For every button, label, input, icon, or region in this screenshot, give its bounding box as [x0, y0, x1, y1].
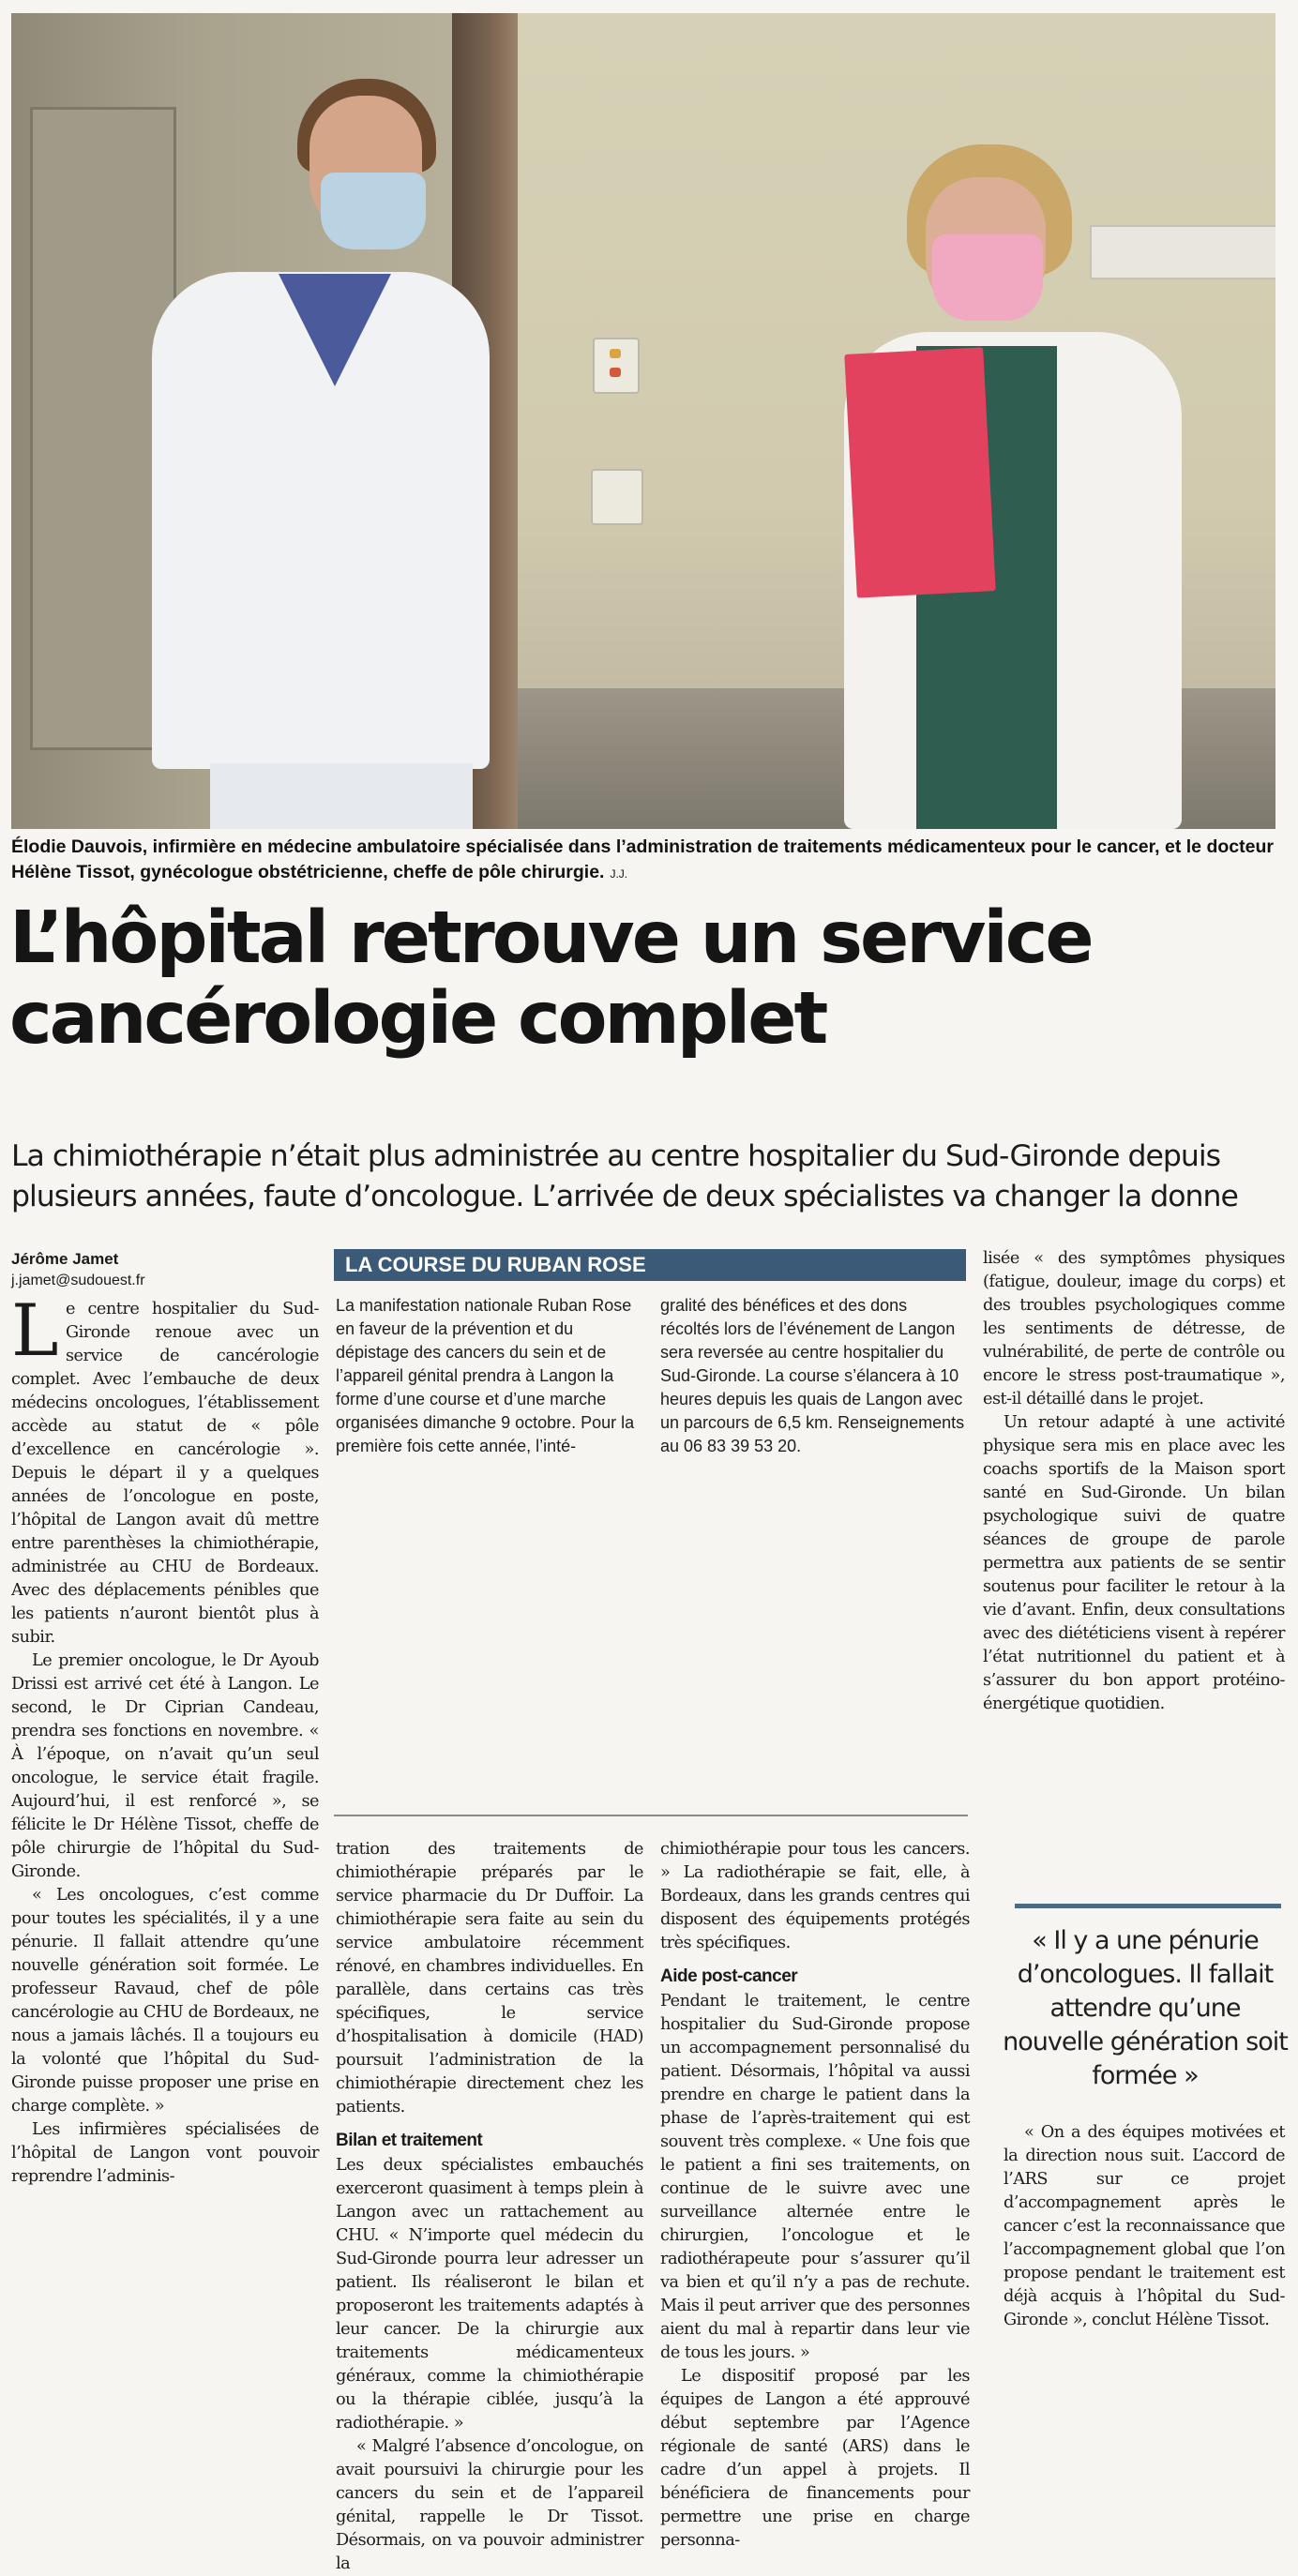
article-column-4-end: [1004, 2121, 1285, 2332]
author-name: Jérôme Jamet: [11, 1250, 119, 1268]
paragraph: Le dispositif proposé par les équipes de Langon a été approuvé début septembre par l’Agence régionale de santé (ARS) dans le cadre d’un appel à projets. Il bénéficiera de financements pour permettre une prise en charge personna-: [660, 2367, 970, 2550]
wall-light-switch: [593, 338, 640, 394]
nurse-pants: [210, 763, 473, 829]
sidebar-box-text-1: La manifestation nationale Ruban Rose en faveur de la prévention et du dépistage des cancers du sein et de l’appareil génital prendra à Langon la forme d’une course et d’une marche organisées dimanche 9 octobre. Pour la première fois cette année, l’inté-: [336, 1296, 635, 1455]
drop-cap: L: [11, 1288, 58, 1372]
deck: La chimiothérapie n’était plus administrée au centre hospitalier du Sud-Gironde depuis plusieurs années, faute d’oncologue. L’arrivée de deux spécialistes va changer la donne: [11, 1139, 1238, 1213]
article-column-2: [336, 1838, 643, 2576]
article-photo: [11, 13, 1275, 829]
paragraph: e centre hospitalier du Sud-Gironde renoue avec un service de cancérologie complet. Avec l’embauche de deux médecins oncologues, l’établissement accède au statut de « pôle d’excellence en cancérologie ». Depuis le départ il y a quelques années de l’oncologue en poste, l’hôpital de Langon avait dû mettre entre parenthèses la chimiothérapie, administrée au CHU de Bordeaux. Avec des déplacements pénibles que les patients n’auront bientôt plus à subir.: [11, 1300, 319, 1647]
paragraph: lisée « des symptômes physiques (fatigue, douleur, image du corps) et des troubles psychologiques comme les sentiments de détresse, de vulnérabilité, de perte de contrôle ou encore le stress post-traumatique », est-il détaillé dans le projet.: [983, 1249, 1285, 1409]
article-column-4: [983, 1247, 1285, 1716]
sidebar-box-text-2: gralité des bénéfices et des dons récoltés lors de l’événement de Langon sera reversée au centre hospitalier du Sud-Gironde. La course s’élancera à 10 heures depuis les quais de Langon avec un parcours de 6,5 km. Renseignements au 06 83 39 53 20.: [660, 1296, 965, 1455]
paragraph: Les infirmières spécialisées de l’hôpital de Langon vont pouvoir reprendre l’adminis-: [11, 2120, 319, 2186]
paragraph: tration des traitements de chimiothérapie préparés par le service pharmacie du Dr Duffoir. La chimiothérapie sera faite au sein du service ambulatoire récemment rénové, en chambres individuelles. En parallèle, dans certains cas très spécifiques, le service d’hospitalisation à domicile (HAD) poursuit l’administration de la chimiothérapie directement chez les patients.: [336, 1840, 643, 2117]
photo-credit: J.J.: [610, 867, 628, 881]
sidebar-box-title: LA COURSE DU RUBAN ROSE: [334, 1249, 966, 1281]
paragraph: « Malgré l’absence d’oncologue, on avait poursuivi la chirurgie pour les cancers du sein et de l’appareil génital, rappelle le Dr Tissot. Désormais, on va pouvoir administrer la: [336, 2437, 643, 2573]
subheading: Aide post-cancer: [660, 1966, 798, 1986]
paragraph: Les deux spécialistes embauchés exerceront quasiment à temps plein à Langon avec un rattachement au CHU. « N’importe quel médecin du Sud-Gironde pourra leur adresser un patient. Ils réaliseront le bilan et proposeront les traitements adaptés à leur cancer. De la chirurgie aux traitements médicamenteux généraux, comme la chimiothérapie ou la thérapie ciblée, jusqu’à la radiothérapie. »: [336, 2156, 643, 2433]
nurse-collar: [279, 274, 391, 386]
paragraph: « On a des équipes motivées et la direction nous suit. L’accord de l’ARS sur ce projet d’accompagnement après le cancer c’est la reconnaissance que l’accompagnement global que l’on propose pendant le traitement est déjà acquis à l’hôpital du Sud-Gironde », conclut Hélène Tissot.: [1004, 2123, 1285, 2329]
byline: [11, 1249, 321, 1291]
sidebar-box-rule: [334, 1815, 968, 1816]
paragraph: chimiothérapie pour tous les cancers. » La radiothérapie se fait, elle, à Bordeaux, dans les grands centres qui disposent des équipements protégés très spécifiques.: [660, 1840, 970, 1952]
paragraph: Pendant le traitement, le centre hospitalier du Sud-Gironde propose un accompagnement personnalisé du patient. Désormais, l’hôpital va aussi prendre en charge le patient dans la phase de l’après-traitement qui est souvent très complexe. « Une fois que le patient a fini ses traitements, on continue de le suivre avec une surveillance alternée entre le chirurgien, l’oncologue et le radiothérapeute pour s’assurer qu’il va bien et qu’il n’y a pas de rechute. Mais il peut arriver que des personnes aient du mal à repartir dans leur vie de tous les jours. »: [660, 1992, 970, 2362]
paragraph: Le premier oncologue, le Dr Ayoub Drissi est arrivé cet été à Langon. Le second, le Dr Ciprian Candeau, prendra ses fonctions en novembre. « À l’époque, on n’avait qu’un seul oncologue, le service était fragile. Aujourd’hui, il est renforcé », se félicite le Dr Hélène Tissot, cheffe de pôle chirurgie de l’hôpital du Sud-Gironde.: [11, 1651, 319, 1881]
paragraph: Un retour adapté à une activité physique sera mis en place avec les coachs sportifs de la Maison sport santé en Sud-Gironde. Un bilan psychologique suivi de quatre séances de groupe de parole permettra aux patients de se sentir soutenus pour faciliter le retour à la vie d’avant. Enfin, deux consultations avec des diététiciens visent à repérer l’état nutritionnel du patient et à s’assurer du bon apport protéino-énergétique quotidien.: [983, 1413, 1285, 1713]
pullquote-rule: [1015, 1904, 1281, 1908]
medical-gas-panel: [1090, 225, 1275, 279]
pink-folder: [844, 347, 995, 597]
nurse-mask: [321, 173, 426, 249]
author-email[interactable]: j.jamet@sudouest.fr: [11, 1273, 145, 1288]
article-column-3: [660, 1838, 970, 2553]
paragraph: « Les oncologues, c’est comme pour toutes les spécialités, il y a une pénurie. Il fallait attendre qu’une nouvelle génération soit formée. Le professeur Ravaud, chef de pôle cancérologie au CHU de Bordeaux, ne nous a jamais lâchés. Il a toujours eu la volonté que l’hôpital du Sud-Gironde puisse proposer une prise en charge complète. »: [11, 1886, 319, 2116]
headline: L’hôpital retrouve un service cancérologie complet: [9, 896, 1092, 1061]
wall-switch: [591, 469, 643, 525]
photo-caption: [11, 835, 1277, 887]
subheading: Bilan et traitement: [336, 2131, 483, 2150]
article-column-1: [11, 1288, 319, 2189]
pull-quote: « Il y a une pénurie d’oncologues. Il fallait attendre qu’une nouvelle génération soit formée »: [1003, 1926, 1288, 2090]
doctor-mask: [932, 234, 1043, 321]
caption-text: Élodie Dauvois, infirmière en médecine ambulatoire spécialisée dans l’administration de traitements médicamenteux pour le cancer, et le docteur Hélène Tissot, gynécologue obstétricienne, cheffe de pôle chirurgie.: [11, 836, 1274, 882]
